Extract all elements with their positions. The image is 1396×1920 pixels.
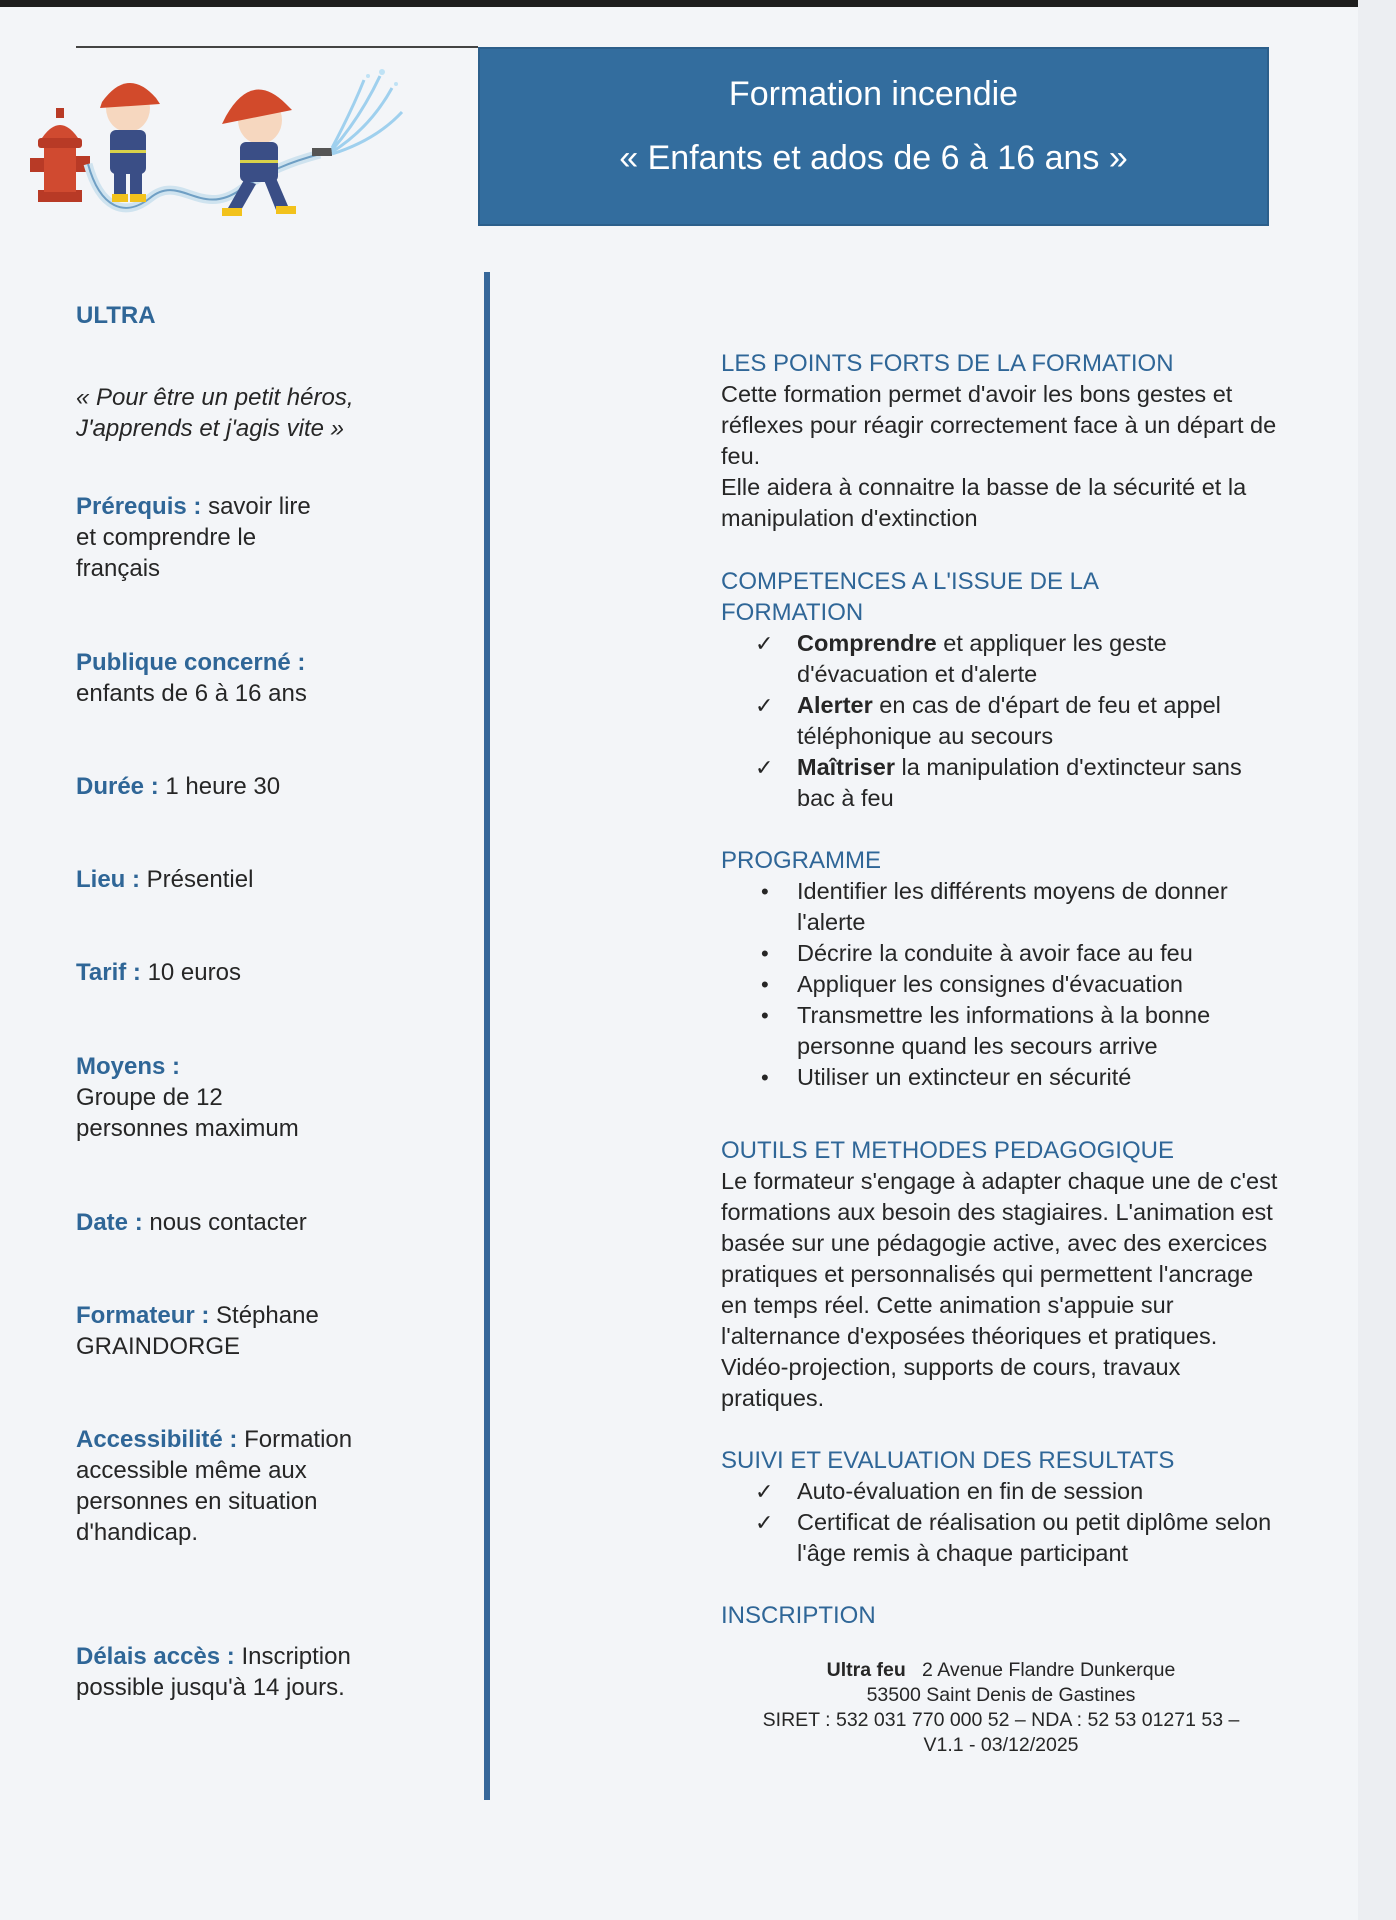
- suivi-list: [721, 1476, 1281, 1569]
- checkmark-icon: ✓: [755, 1510, 774, 1535]
- accessibilite-label: Accessibilité :: [76, 1426, 238, 1453]
- inscription-heading: INSCRIPTION: [721, 1602, 876, 1629]
- lieu-block: [76, 864, 406, 895]
- programme-heading: PROGRAMME: [721, 847, 882, 874]
- formateur-block: [76, 1300, 366, 1362]
- header-rule: [76, 46, 478, 48]
- list-item: • Décrire la conduite à avoir face au feu: [721, 938, 1281, 969]
- list-item: ✓ Alerter en cas de d'épart de feu et appel téléphonique au secours: [755, 692, 1221, 749]
- duree-block: [76, 771, 406, 802]
- delais-value: Inscription possible jusqu'à 14 jours.: [76, 1643, 351, 1701]
- formateur-label: Formateur :: [76, 1302, 210, 1329]
- motto: [76, 382, 406, 444]
- lieu-value: Présentiel: [146, 866, 254, 893]
- duree-label: Durée :: [76, 773, 159, 800]
- child-firefighter-1-icon: [100, 83, 160, 202]
- list-item: • Appliquer les consignes d'évacuation: [721, 969, 1281, 1000]
- version-line: V1.1 - 03/12/2025: [923, 1734, 1079, 1756]
- address-line-2: 53500 Saint Denis de Gastines: [866, 1684, 1136, 1706]
- list-item: • Transmettre les informations à la bonne personne quand les secours arrive: [761, 1002, 1211, 1059]
- competences-section: [721, 566, 1281, 814]
- suivi-heading: SUIVI ET EVALUATION DES RESULTATS: [721, 1447, 1175, 1474]
- points-forts-text-2: Elle aidera à connaitre la basse de la sécurité et la manipulation d'extinction: [721, 474, 1247, 531]
- motto-line-1: « Pour être un petit héros,: [76, 384, 354, 411]
- suivi-section: [721, 1445, 1281, 1569]
- accessibilite-block: [76, 1424, 376, 1548]
- prerequis-block: [76, 491, 336, 584]
- tarif-value: 10 euros: [147, 959, 241, 986]
- firefighter-kids-illustration: [30, 58, 480, 238]
- moyens-block: [76, 1051, 326, 1144]
- points-forts-text-1: Cette formation permet d'avoir les bons gestes et réflexes pour réagir correctement face à un départ de feu.: [721, 381, 1277, 469]
- outils-section: [721, 1135, 1281, 1414]
- company-name: Ultra feu: [826, 1659, 906, 1681]
- nozzle-icon: [312, 148, 332, 156]
- footer-info: [721, 1658, 1281, 1758]
- address-line-1: 2 Avenue Flandre Dunkerque: [922, 1659, 1176, 1681]
- banner-title: Formation incendie: [728, 75, 1019, 113]
- competences-heading: COMPETENCES A L'ISSUE DE LA FORMATION: [721, 568, 1098, 626]
- water-spray-icon: [332, 69, 402, 154]
- checkmark-icon: ✓: [755, 755, 774, 780]
- inscription-section: [721, 1600, 1281, 1631]
- accessibilite-value: Formation accessible même aux personnes en situation d'handicap.: [76, 1426, 353, 1546]
- column-divider: [484, 272, 490, 1800]
- checkmark-icon: ✓: [755, 1479, 774, 1504]
- date-label: Date :: [76, 1209, 143, 1236]
- list-item: ✓ Certificat de réalisation ou petit diplôme selon l'âge remis à chaque participant: [755, 1509, 1272, 1566]
- outils-heading: OUTILS ET METHODES PEDAGOGIQUE: [721, 1137, 1174, 1164]
- competences-list: [721, 628, 1281, 814]
- programme-list: [721, 876, 1281, 1093]
- list-item: ✓ Comprendre et appliquer les geste d'évacuation et d'alerte: [755, 630, 1167, 687]
- tarif-block: [76, 957, 406, 988]
- points-forts-heading: LES POINTS FORTS DE LA FORMATION: [721, 350, 1174, 377]
- footer-line-1: [721, 1658, 1281, 1683]
- bullet-icon: •: [761, 1065, 769, 1090]
- list-item: • Utiliser un extincteur en sécurité: [721, 1062, 1281, 1093]
- motto-line-2: J'apprends et j'agis vite »: [76, 415, 344, 442]
- list-item: ✓ Auto-évaluation en fin de session: [721, 1476, 1281, 1507]
- bullet-icon: •: [761, 972, 769, 997]
- checkmark-icon: ✓: [755, 693, 774, 718]
- points-forts-section: [721, 348, 1281, 534]
- bullet-icon: •: [761, 879, 769, 904]
- date-block: [76, 1207, 406, 1238]
- prerequis-label: Prérequis :: [76, 493, 202, 520]
- banner-subtitle: « Enfants et ados de 6 à 16 ans »: [619, 139, 1128, 177]
- prerequis-value: savoir lire et comprendre le français: [76, 493, 311, 582]
- public-block: [76, 647, 406, 709]
- moyens-label: Moyens :: [76, 1053, 181, 1080]
- list-item: ✓ Maîtriser la manipulation d'extincteur sans bac à feu: [755, 754, 1242, 811]
- bullet-icon: •: [761, 941, 769, 966]
- outils-text: Le formateur s'engage à adapter chaque une de c'est formations aux besoin des stagiaires. L'animation est basée sur une pédagogie active, avec des exercices pratiques et personnalisés qui permettent l'ancrage en temps réel. Cette animation s'appuie sur l'alternance d'exposées théoriques et pratiques. Vidéo-projection, supports de cours, travaux pratiques.: [721, 1168, 1278, 1411]
- delais-label: Délais accès :: [76, 1643, 235, 1670]
- list-item: • Identifier les différents moyens de donner l'alerte: [761, 878, 1228, 935]
- date-value: nous contacter: [149, 1209, 307, 1236]
- formateur-value: Stéphane GRAINDORGE: [76, 1302, 319, 1360]
- brand-label: ULTRA: [76, 302, 156, 329]
- tarif-label: Tarif :: [76, 959, 141, 986]
- siret-line: SIRET : 532 031 770 000 52 – NDA : 52 53 01271 53 –: [762, 1709, 1240, 1731]
- scan-edge-top: [0, 0, 1396, 7]
- checkmark-icon: ✓: [755, 631, 774, 656]
- duree-value: 1 heure 30: [165, 773, 281, 800]
- bullet-icon: •: [761, 1003, 769, 1028]
- fire-hydrant-icon: [30, 108, 90, 202]
- title-banner: [478, 47, 1269, 226]
- delais-block: [76, 1641, 376, 1703]
- programme-section: [721, 845, 1281, 1093]
- scan-edge-right: [1358, 0, 1396, 1920]
- public-label: Publique concerné :: [76, 649, 306, 676]
- public-value: enfants de 6 à 16 ans: [76, 680, 307, 707]
- lieu-label: Lieu :: [76, 866, 140, 893]
- moyens-value: Groupe de 12 personnes maximum: [76, 1084, 299, 1142]
